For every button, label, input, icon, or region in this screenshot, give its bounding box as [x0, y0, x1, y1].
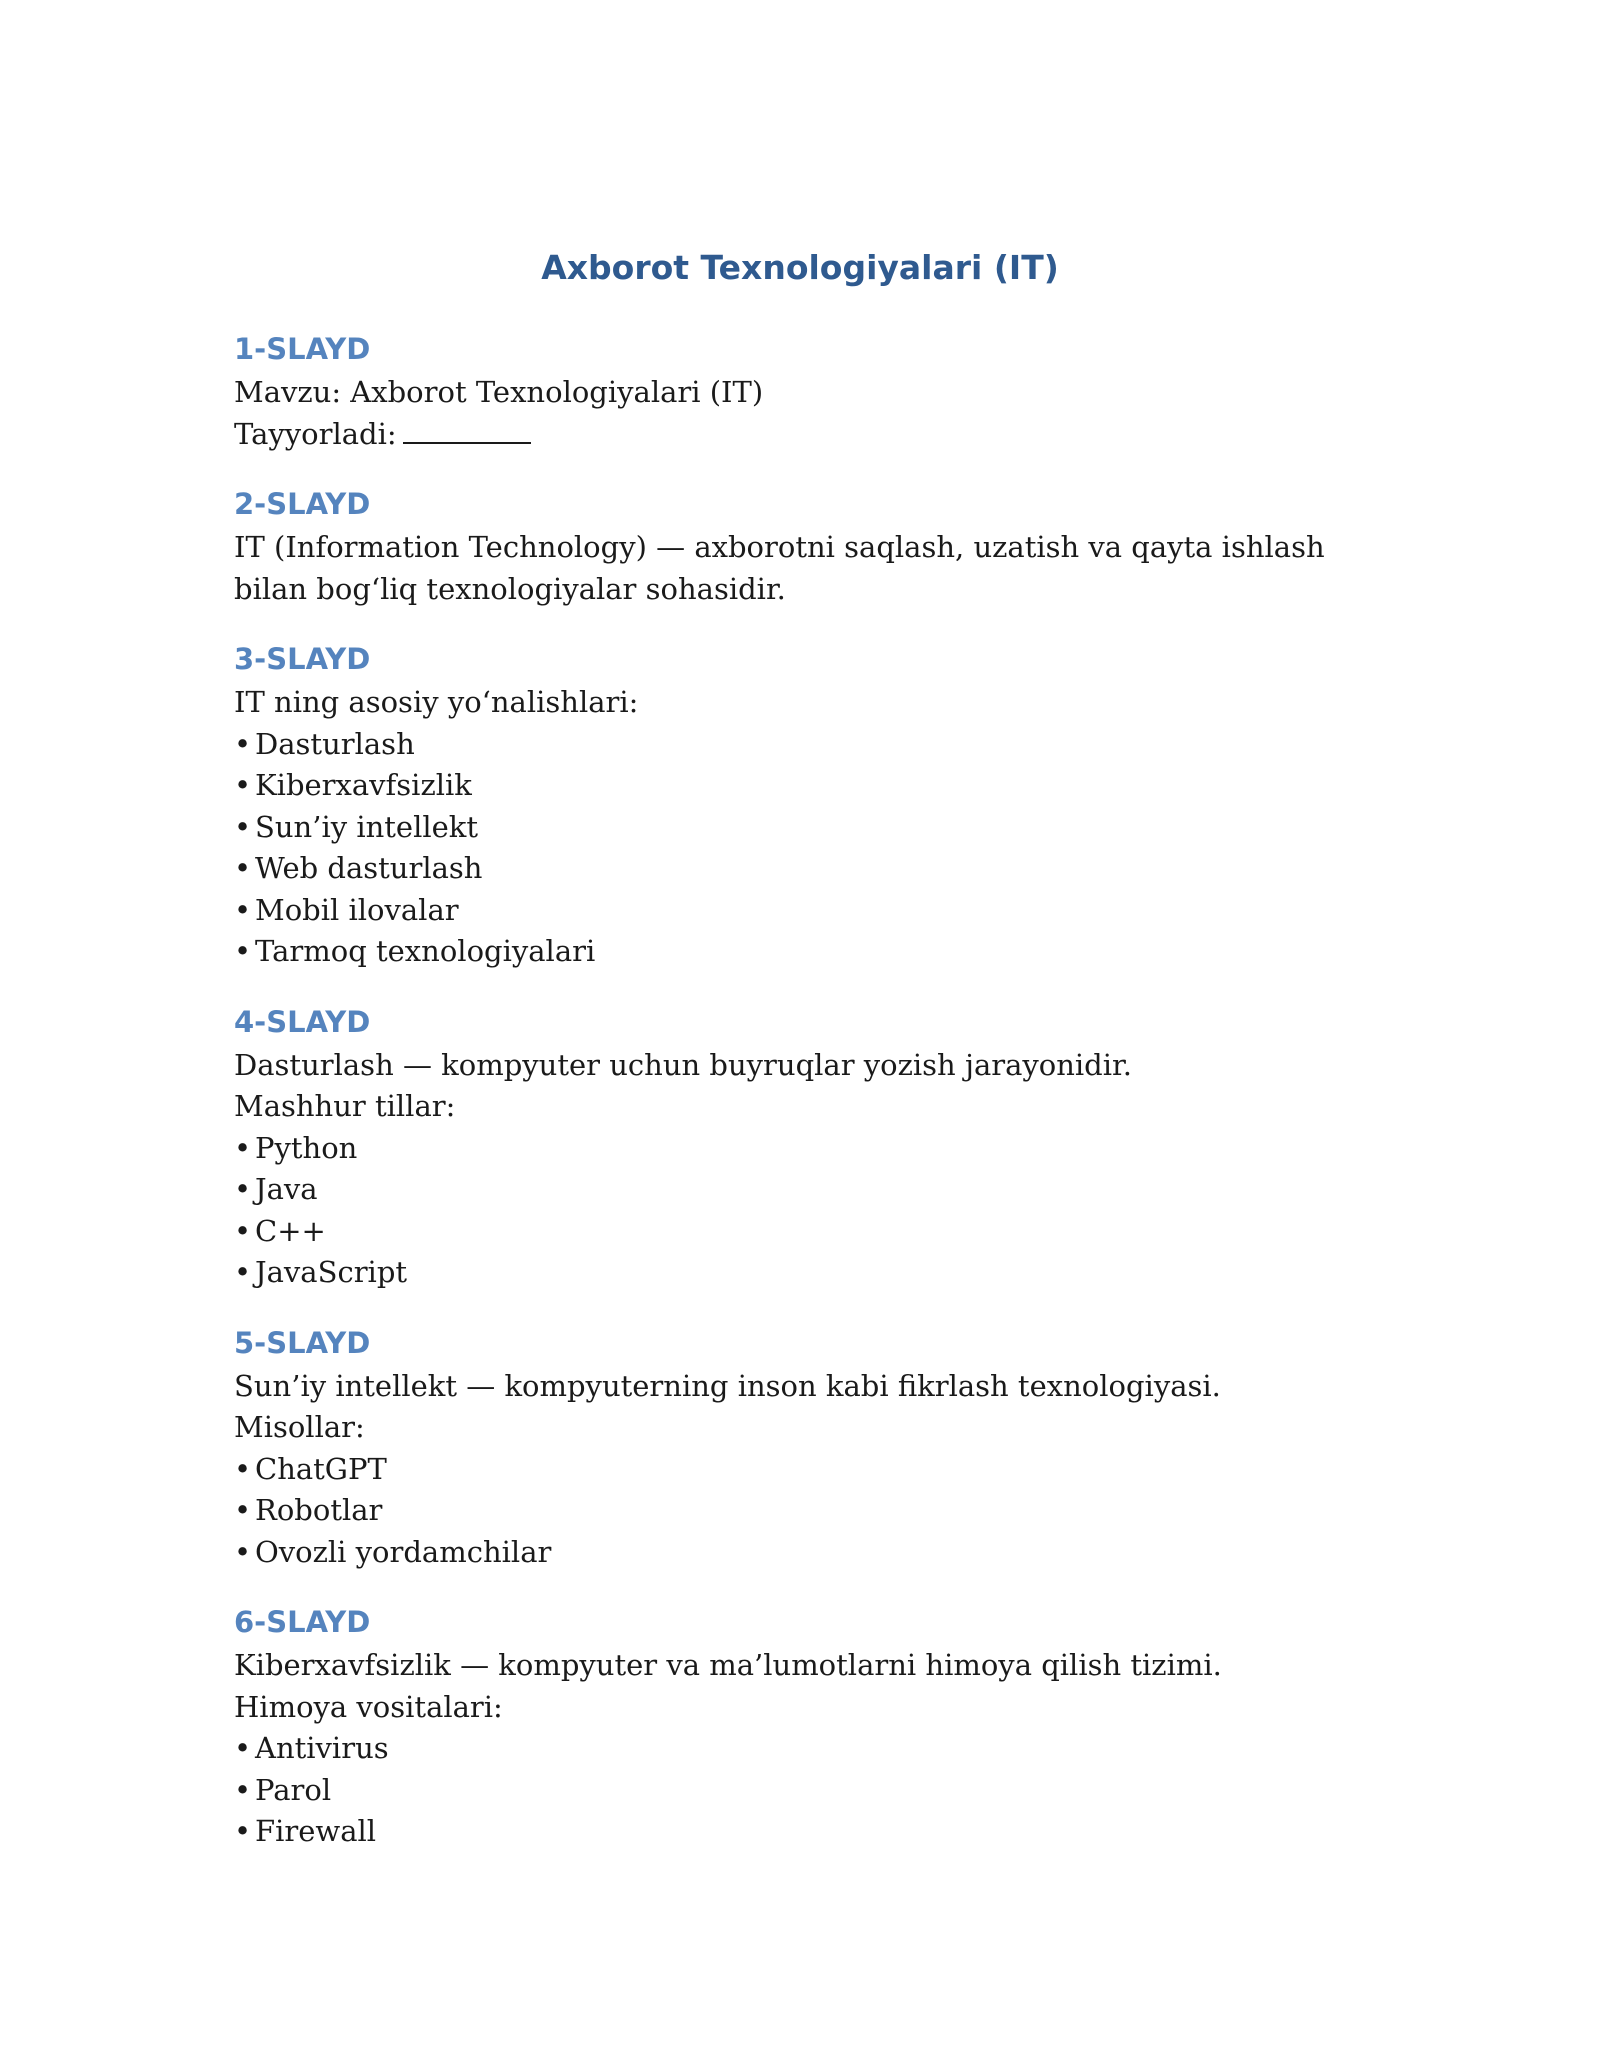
- slide-section-6: [234, 1599, 1394, 1853]
- bullet-text: ChatGPT: [255, 1451, 387, 1486]
- bullet-text: Tarmoq texnologiyalari: [255, 934, 596, 968]
- slide-heading: 6-SLAYD: [234, 1605, 371, 1639]
- slide-text-line: IT (Information Technology) — axborotni saqlash, uzatish va qayta ishlash bilan bog‘liq texnologiyalar sohasidir.: [234, 530, 1325, 606]
- slide-section-5: [234, 1320, 1394, 1574]
- slide-heading: 5-SLAYD: [234, 1325, 371, 1360]
- bullet-list-item: [234, 890, 1394, 932]
- slide-section-3: [234, 636, 1394, 973]
- bullet-icon: •: [234, 1130, 252, 1165]
- blank-underline: [403, 418, 531, 444]
- bullet-list-item: [234, 807, 1394, 849]
- bullet-icon: •: [234, 768, 252, 802]
- prepared-by-label: Tayyorladi:: [234, 416, 397, 451]
- bullet-text: Dasturlash: [255, 726, 415, 761]
- bullet-icon: •: [234, 1814, 252, 1848]
- bullet-text: Kiberxavfsizlik: [255, 768, 472, 802]
- slide-heading: 3-SLAYD: [234, 642, 371, 676]
- bullet-text: Ovozli yordamchilar: [255, 1534, 552, 1569]
- document-body: [234, 326, 1394, 1879]
- bullet-text: C++: [255, 1213, 326, 1248]
- bullet-text: Web dasturlash: [255, 851, 483, 885]
- bullet-list-item: [234, 1811, 1394, 1853]
- bullet-list-item: [234, 848, 1394, 890]
- bullet-list-item: [234, 1490, 1394, 1532]
- slide-heading: 2-SLAYD: [234, 487, 371, 521]
- document-title: Axborot Texnologiyalari (IT): [541, 248, 1059, 287]
- bullet-icon: •: [234, 726, 252, 761]
- bullet-list-item: [234, 1728, 1394, 1770]
- bullet-icon: •: [234, 851, 252, 885]
- bullet-list-item: [234, 931, 1394, 973]
- slide-text-line: Sun’iy intellekt — kompyuterning inson kabi fikrlash texnologiyasi.: [234, 1368, 1221, 1403]
- bullet-icon: •: [234, 809, 252, 844]
- bullet-list-item: [234, 1252, 1394, 1294]
- bullet-text: Parol: [255, 1772, 332, 1807]
- slide-section-4: [234, 999, 1394, 1294]
- bullet-text: Firewall: [255, 1814, 377, 1848]
- bullet-list-item: [234, 1770, 1394, 1812]
- bullet-icon: •: [234, 1172, 252, 1206]
- bullet-list-item: [234, 1211, 1394, 1253]
- bullet-text: Sun’iy intellekt: [255, 809, 479, 844]
- bullet-text: Python: [255, 1130, 358, 1165]
- bullet-icon: •: [234, 1255, 252, 1289]
- bullet-list-item: [234, 724, 1394, 766]
- bullet-icon: •: [234, 1731, 252, 1765]
- bullet-list-item: [234, 1532, 1394, 1574]
- bullet-text: Antivirus: [255, 1731, 389, 1765]
- bullet-icon: •: [234, 1213, 252, 1248]
- slide-section-2: [234, 481, 1394, 610]
- slide-heading: 4-SLAYD: [234, 1004, 371, 1039]
- bullet-list-item: [234, 765, 1394, 807]
- slide-text-line: Mavzu: Axborot Texnologiyalari (IT): [234, 375, 764, 409]
- bullet-text: Java: [255, 1172, 318, 1206]
- bullet-list-item: [234, 1169, 1394, 1211]
- bullet-list-item: [234, 1449, 1394, 1491]
- bullet-list-item: [234, 1128, 1394, 1170]
- bullet-icon: •: [234, 1534, 252, 1569]
- bullet-text: Mobil ilovalar: [255, 892, 459, 927]
- slide-text-line: Mashhur tillar:: [234, 1089, 456, 1123]
- bullet-icon: •: [234, 1451, 252, 1486]
- slide-text-line: Misollar:: [234, 1410, 365, 1444]
- slide-text-line: Kiberxavfsizlik — kompyuter va ma’lumotlarni himoya qilish tizimi.: [234, 1648, 1222, 1682]
- slide-section-1: [234, 326, 1394, 455]
- bullet-icon: •: [234, 1493, 252, 1527]
- slide-heading: 1-SLAYD: [234, 332, 371, 366]
- bullet-icon: •: [234, 892, 252, 927]
- bullet-icon: •: [234, 934, 252, 968]
- slide-text-line: Himoya vositalari:: [234, 1689, 503, 1724]
- bullet-icon: •: [234, 1772, 252, 1807]
- slide-text-line: IT ning asosiy yo‘nalishlari:: [234, 685, 639, 719]
- prepared-by-line: [234, 414, 1394, 456]
- slide-text-line: Dasturlash — kompyuter uchun buyruqlar yozish jarayonidir.: [234, 1047, 1132, 1082]
- bullet-text: JavaScript: [255, 1255, 408, 1289]
- bullet-text: Robotlar: [255, 1493, 383, 1527]
